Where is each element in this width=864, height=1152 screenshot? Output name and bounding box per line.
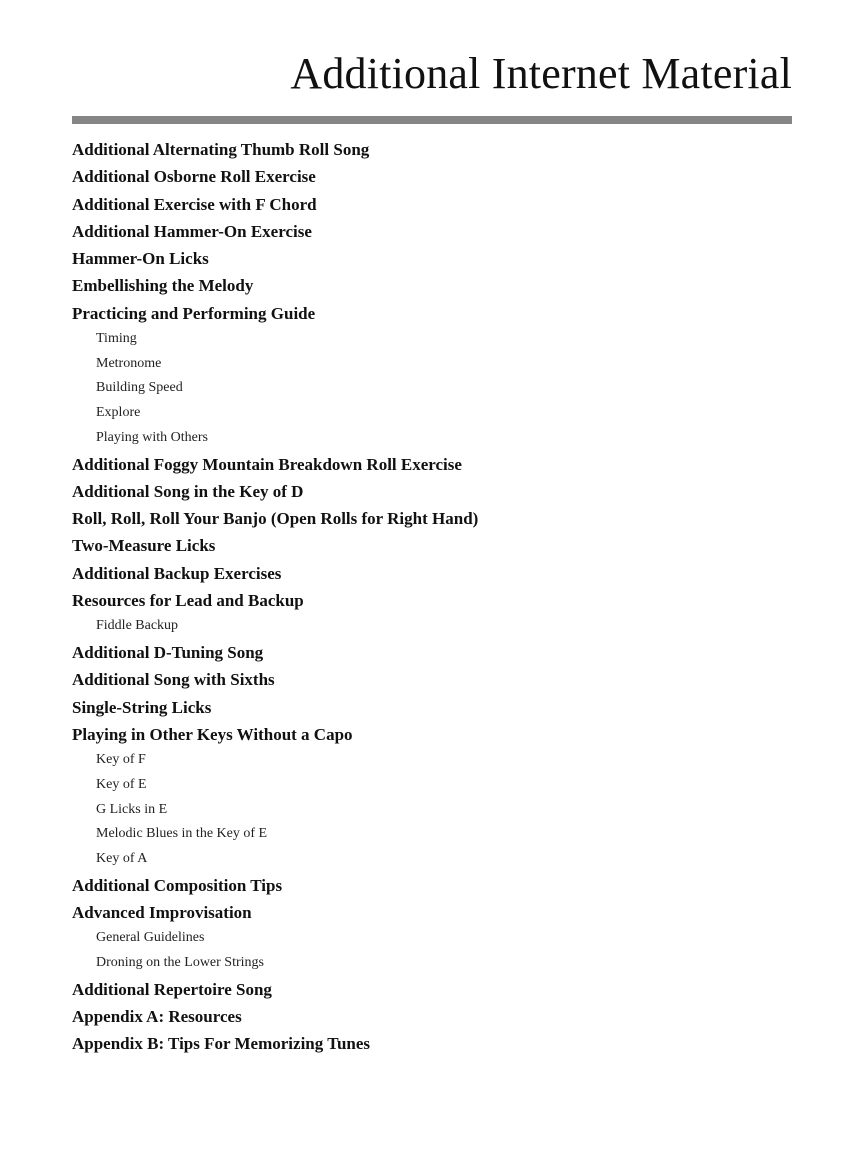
toc-subsection-link[interactable]: Key of E xyxy=(96,776,147,792)
toc-subsection-link[interactable]: Melodic Blues in the Key of E xyxy=(96,826,268,842)
toc-section-link[interactable]: Two-Measure Licks xyxy=(72,536,216,556)
toc-section-link[interactable]: Additional Repertoire Song xyxy=(72,979,272,999)
toc-subsection-link[interactable]: Key of F xyxy=(96,752,146,768)
toc-subsection-link[interactable]: Playing with Others xyxy=(96,429,208,445)
toc-subsection-link[interactable]: Fiddle Backup xyxy=(96,618,179,634)
toc-subsection-link[interactable]: Droning on the Lower Strings xyxy=(96,954,264,970)
toc-section-link[interactable]: Roll, Roll, Roll Your Banjo (Open Rolls for Right Hand) xyxy=(72,509,479,529)
toc-subsection-link[interactable]: Explore xyxy=(96,405,141,421)
toc-subsection-link[interactable]: G Licks in E xyxy=(96,801,168,817)
table-of-contents xyxy=(72,136,792,1057)
toc-section-link[interactable]: Additional Alternating Thumb Roll Song xyxy=(72,140,370,159)
toc-subsection-link[interactable]: Metronome xyxy=(96,355,162,371)
title-divider xyxy=(72,116,792,124)
toc-subsection-link[interactable]: Building Speed xyxy=(96,380,183,396)
toc-section-link[interactable]: Appendix A: Resources xyxy=(72,1006,242,1026)
toc-section-link[interactable]: Additional Hammer-On Exercise xyxy=(72,221,312,241)
toc-subsection-link[interactable]: Key of A xyxy=(96,850,148,866)
toc-section-link[interactable]: Advanced Improvisation xyxy=(72,902,252,922)
toc-section-link[interactable]: Resources for Lead and Backup xyxy=(72,591,304,610)
toc-section-link[interactable]: Additional Foggy Mountain Breakdown Roll Exercise xyxy=(72,454,462,474)
toc-section-link[interactable]: Additional Exercise with F Chord xyxy=(72,194,317,214)
toc-section-link[interactable]: Single-String Licks xyxy=(72,697,212,717)
toc-section-link[interactable]: Appendix B: Tips For Memorizing Tunes xyxy=(72,1034,371,1054)
toc-section-link[interactable]: Additional Osborne Roll Exercise xyxy=(72,167,316,187)
toc-section-link[interactable]: Practicing and Performing Guide xyxy=(72,303,316,323)
toc-section-link[interactable]: Additional Backup Exercises xyxy=(72,563,282,583)
toc-section-link[interactable]: Hammer-On Licks xyxy=(72,249,209,269)
toc-subsection-link[interactable]: General Guidelines xyxy=(96,930,205,946)
toc-section-link[interactable]: Additional Composition Tips xyxy=(72,875,283,895)
page-title: Additional Internet Material xyxy=(290,49,792,98)
toc-subsection-link[interactable]: Timing xyxy=(96,331,137,347)
toc-section-link[interactable]: Embellishing the Melody xyxy=(72,276,254,296)
toc-section-link[interactable]: Playing in Other Keys Without a Capo xyxy=(72,724,353,744)
toc-section-link[interactable]: Additional D-Tuning Song xyxy=(72,642,264,662)
toc-section-link[interactable]: Additional Song in the Key of D xyxy=(72,481,304,501)
toc-section-link[interactable]: Additional Song with Sixths xyxy=(72,670,275,690)
